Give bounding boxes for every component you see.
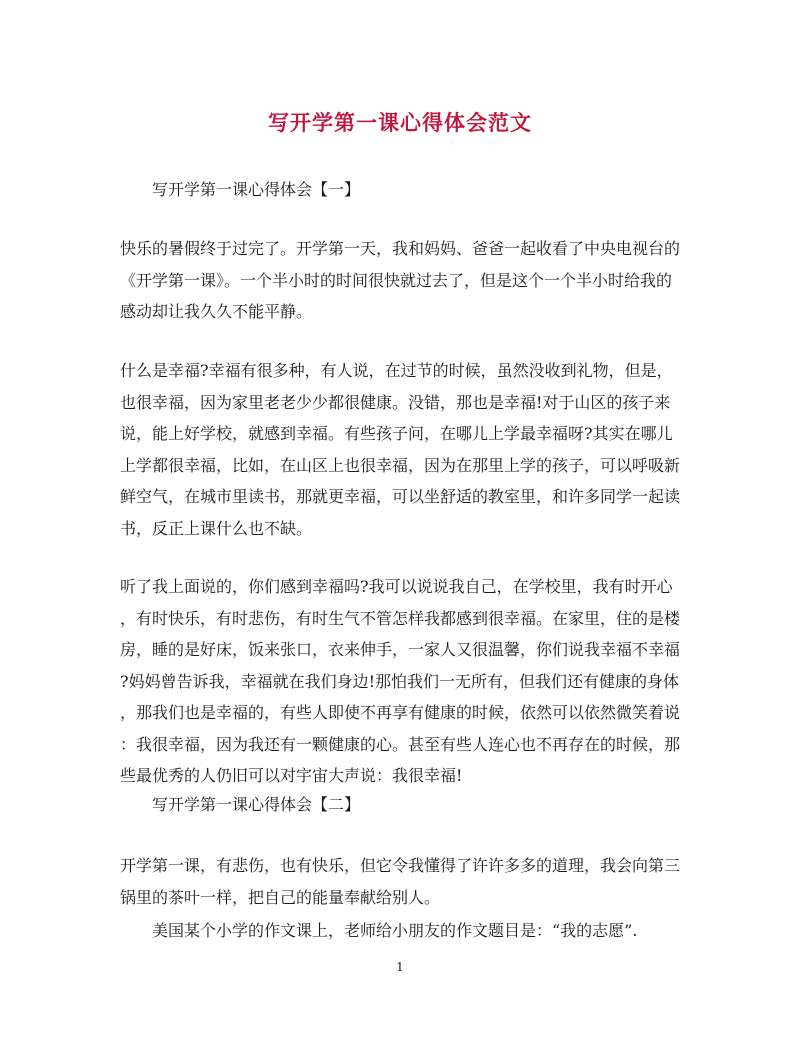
paragraph-line: 鲜空气，在城市里读书，那就更幸福，可以坐舒适的教室里，和许多同学一起读 bbox=[120, 487, 681, 506]
paragraph-line: 听了我上面说的，你们感到幸福吗?我可以说说我自己，在学校里，我有时开心 bbox=[120, 577, 673, 596]
paragraph-4 bbox=[120, 850, 680, 913]
section-heading-1: 写开学第一课心得体会【一】 bbox=[152, 180, 361, 199]
paragraph-line: 也很幸福，因为家里老老少少都很健康。没错，那也是幸福!对于山区的孩子来 bbox=[120, 392, 671, 412]
paragraph-line: ?妈妈曾告诉我，幸福就在我们身边!那怕我们一无所有，但我们还有健康的身体 bbox=[120, 671, 680, 691]
paragraph-1 bbox=[120, 233, 680, 328]
page-number: 1 bbox=[396, 960, 404, 974]
paragraph-line: 《开学第一课》。一个半小时的时间很快就过去了，但是这个一个半小时给我的 bbox=[120, 270, 673, 290]
paragraph-line: 书，反正上课什么也不缺。 bbox=[120, 518, 313, 538]
paragraph-line: 上学都很幸福，比如，在山区上也很幸福，因为在那里上学的孩子，可以呼吸新 bbox=[120, 455, 681, 475]
paragraph-line: 开学第一课，有悲伤，也有快乐，但它令我懂得了许许多多的道理，我会向第三 bbox=[120, 856, 681, 875]
section-heading-2: 写开学第一课心得体会【二】 bbox=[152, 795, 361, 814]
paragraph-line: ，有时快乐，有时悲伤，有时生气不管怎样我都感到很幸福。在家里，住的是楼 bbox=[120, 608, 681, 628]
paragraph-line: 什么是幸福?幸福有很多种，有人说，在过节的时候，虽然没收到礼物，但是， bbox=[120, 361, 673, 380]
document-title: 写开学第一课心得体会范文 bbox=[268, 110, 532, 135]
paragraph-line: 锅里的茶叶一样，把自己的能量奉献给别人。 bbox=[120, 887, 441, 907]
paragraph-5: 美国某个小学的作文课上，老师给小朋友的作文题目是：“我的志愿”. bbox=[152, 921, 638, 940]
paragraph-line: 些最优秀的人仍旧可以对宇宙大声说：我很幸福! bbox=[120, 766, 463, 785]
paragraph-2 bbox=[120, 355, 680, 544]
paragraph-line: ，那我们也是幸福的，有些人即使不再享有健康的时候，依然可以依然微笑着说 bbox=[120, 703, 681, 722]
paragraph-line: ：我很幸福，因为我还有一颗健康的心。甚至有些人连心也不再存在的时候，那 bbox=[120, 734, 681, 754]
paragraph-line: 房，睡的是好床，饭来张口，衣来伸手，一家人又很温馨，你们说我幸福不幸福 bbox=[120, 640, 681, 659]
paragraph-line: 感动却让我久久不能平静。 bbox=[120, 302, 313, 321]
paragraph-line: 快乐的暑假终于过完了。开学第一天，我和妈妈、爸爸一起收看了中央电视台的 bbox=[120, 239, 681, 258]
paragraph-line: 说，能上好学校，就感到幸福。有些孩子问，在哪儿上学最幸福呀?其实在哪儿 bbox=[120, 424, 673, 443]
paragraph-3 bbox=[120, 571, 680, 792]
